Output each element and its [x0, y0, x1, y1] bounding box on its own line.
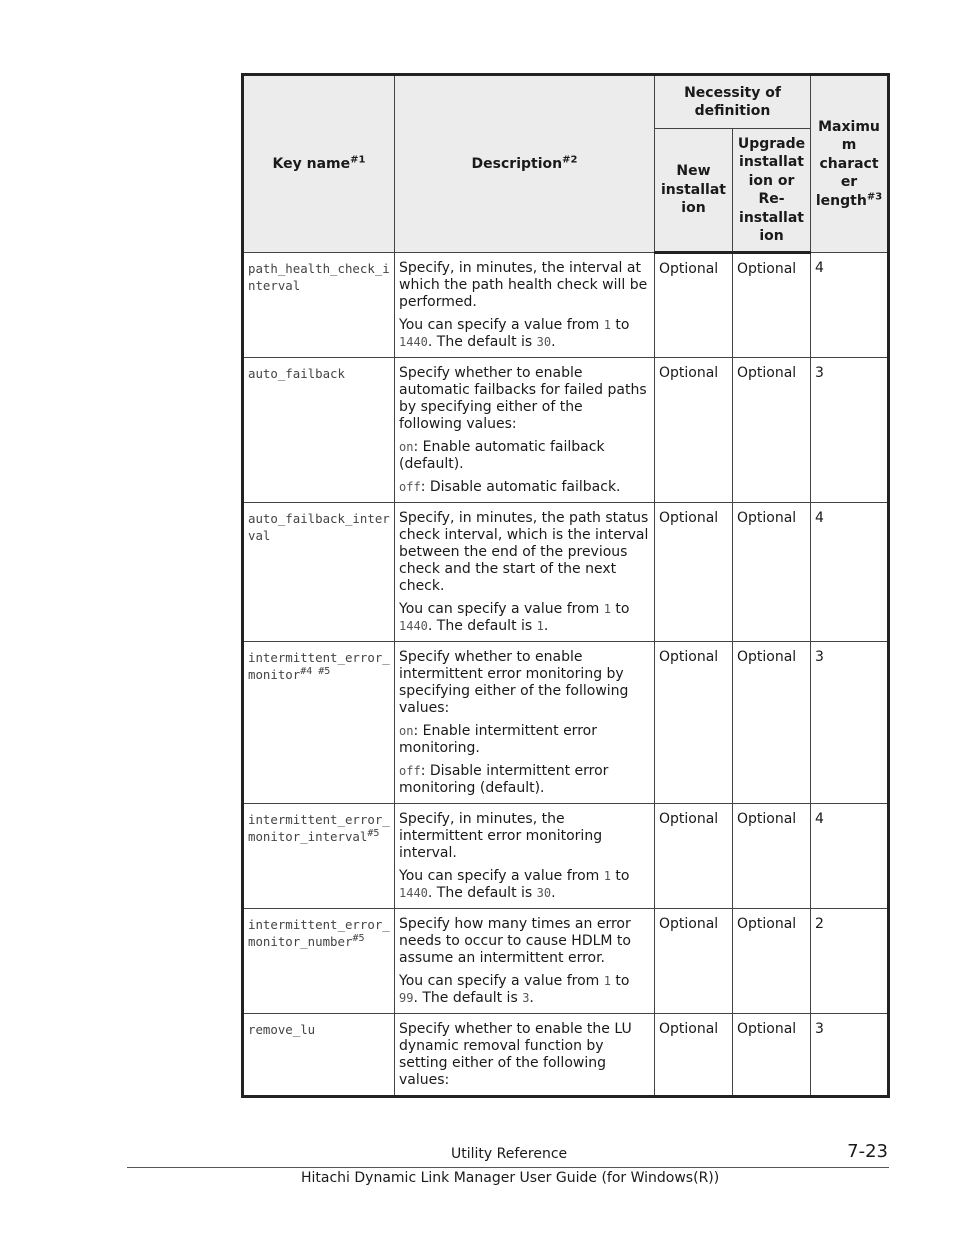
key-cell: path_health_check_interval	[243, 253, 395, 358]
new-install-cell: Optional	[655, 642, 733, 804]
upgrade-cell: Optional	[733, 804, 811, 909]
key-definition-table	[241, 73, 890, 1098]
footer-section-title: Utility Reference	[451, 1146, 568, 1162]
new-install-cell: Optional	[655, 1014, 733, 1097]
max-length-cell: 4	[811, 503, 889, 642]
upgrade-cell: Optional	[733, 909, 811, 1014]
header-max-length: Maximu m charact er length$^{\#3}$	[811, 75, 889, 253]
table-row	[243, 1014, 889, 1097]
description-cell: Specify whether to enable automatic failbacks for failed paths by specifying either of the following values: on: Enable automatic failback (default). off: Disable automatic failback.	[395, 358, 655, 503]
footer-divider	[127, 1167, 889, 1168]
header-key-name: Key name$^{\#1}$	[243, 75, 395, 253]
max-length-cell: 4	[811, 804, 889, 909]
upgrade-cell: Optional	[733, 358, 811, 503]
table-row	[243, 909, 889, 1014]
description-cell: Specify, in minutes, the intermittent error monitoring interval. You can specify a value from 1 to 1440. The default is 30.	[395, 804, 655, 909]
max-length-cell: 4	[811, 253, 889, 358]
table-row	[243, 503, 889, 642]
upgrade-cell: Optional	[733, 642, 811, 804]
new-install-cell: Optional	[655, 909, 733, 1014]
description-cell: Specify, in minutes, the interval at which the path health check will be performed. You can specify a value from 1 to 1440. The default is 30.	[395, 253, 655, 358]
new-install-cell: Optional	[655, 358, 733, 503]
table-row	[243, 804, 889, 909]
new-install-cell: Optional	[655, 503, 733, 642]
max-length-cell: 2	[811, 909, 889, 1014]
key-cell: auto_failback_interval	[243, 503, 395, 642]
table-row	[243, 642, 889, 804]
table-row	[243, 253, 889, 358]
key-cell: remove_lu	[243, 1014, 395, 1097]
max-length-cell: 3	[811, 642, 889, 804]
header-description: Description$^{\#2}$	[395, 75, 655, 253]
description-cell: Specify, in minutes, the path status check interval, which is the interval between the end of the previous check and the start of the next check. You can specify a value from 1 to 1440. The default is 1.	[395, 503, 655, 642]
header-necessity: Necessity of definition	[655, 75, 811, 129]
upgrade-cell: Optional	[733, 503, 811, 642]
description-cell: Specify how many times an error needs to occur to cause HDLM to assume an intermittent error. You can specify a value from 1 to 99. The default is 3.	[395, 909, 655, 1014]
header-upgrade: Upgrade installat ion or Re-installat ion	[733, 129, 811, 253]
new-install-cell: Optional	[655, 253, 733, 358]
page-number: 7-23	[847, 1141, 888, 1162]
upgrade-cell: Optional	[733, 1014, 811, 1097]
footer-document-title: Hitachi Dynamic Link Manager User Guide (for Windows(R))	[301, 1170, 720, 1186]
description-cell: Specify whether to enable intermittent error monitoring by specifying either of the following values: on: Enable intermittent error monitoring. off: Disable intermittent error monitoring (default).	[395, 642, 655, 804]
key-cell: intermittent_error_monitor$^{\#4 \#5}$	[243, 642, 395, 804]
table-row	[243, 358, 889, 503]
max-length-cell: 3	[811, 358, 889, 503]
upgrade-cell: Optional	[733, 253, 811, 358]
key-cell: intermittent_error_monitor_interval$^{\#5}$	[243, 804, 395, 909]
max-length-cell: 3	[811, 1014, 889, 1097]
header-new-install: New installat ion	[655, 129, 733, 253]
key-cell: auto_failback	[243, 358, 395, 503]
key-cell: intermittent_error_monitor_number$^{\#5}$	[243, 909, 395, 1014]
description-cell: Specify whether to enable the LU dynamic removal function by setting either of the following values:	[395, 1014, 655, 1097]
new-install-cell: Optional	[655, 804, 733, 909]
